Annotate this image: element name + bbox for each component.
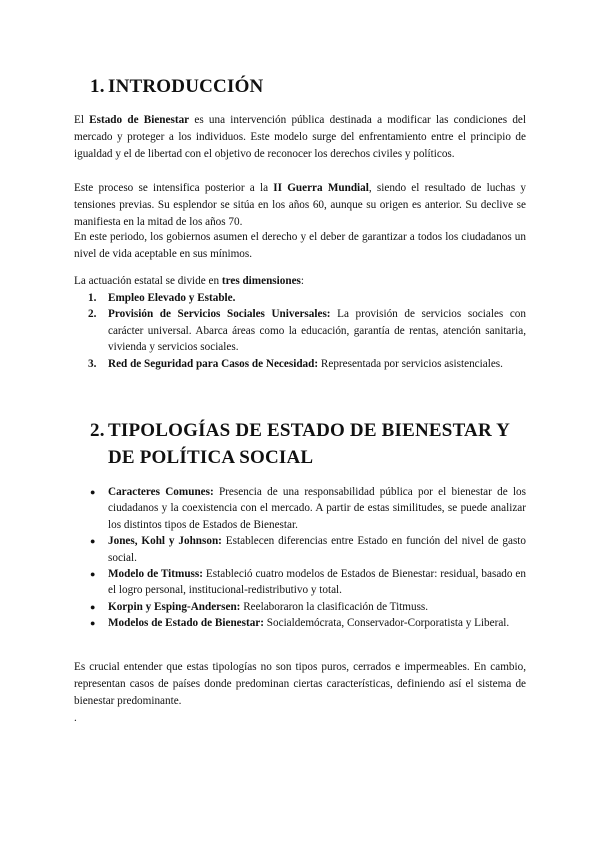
- intro-paragraph-4: [74, 273, 526, 290]
- bold-term: Modelos de Estado de Bienestar:: [108, 617, 264, 630]
- text-run: La provisión de servicios sociales con carácter universal. Abarca áreas como la educación, garantía de rentas, atención sanitaria, vivienda y servicios sociales.: [108, 308, 526, 354]
- bold-term: Empleo Elevado y Estable.: [108, 292, 236, 304]
- bullet-icon: ●: [90, 569, 96, 580]
- section-2-title-line-1: [90, 417, 520, 444]
- bold-term: Korpin y Esping-Andersen:: [108, 600, 241, 613]
- title-text: TIPOLOGÍAS DE ESTADO DE BIENESTAR Y: [108, 420, 511, 441]
- list-item: [74, 290, 526, 306]
- text-run: Representada por servicios asistenciales.: [318, 357, 503, 370]
- bold-term: II Guerra Mundial: [273, 182, 369, 194]
- text-run: Reelaboraron la clasificación de Titmuss.: [240, 600, 429, 613]
- text-run: Establecen diferencias entre Estado en función del nivel de gasto social.: [108, 535, 526, 564]
- bullet-icon: ●: [90, 487, 96, 497]
- text-run: Estableció cuatro modelos de Estados de Bienestar: residual, basado en el logro personal, institucional-redistributivo y total.: [108, 568, 526, 597]
- bold-term: Jones, Kohl y Johnson:: [108, 535, 222, 548]
- bold-term: Red de Seguridad para Casos de Necesidad:: [108, 357, 319, 370]
- bullet-icon: ●: [90, 618, 96, 629]
- text-run: Presencia de una responsabilidad pública por el bienestar de los ciudadanos y la coexistencia con el mercado. A partir de estas similitudes, se puede analizar los distintos tipos de Estados de Bienestar.: [108, 486, 526, 531]
- section-1-title: INTRODUCCIÓN: [108, 76, 264, 97]
- list-item: [74, 566, 526, 599]
- trailing-mark: .: [74, 712, 77, 724]
- list-item: [74, 356, 526, 372]
- bold-term: Estado de Bienestar: [89, 114, 190, 126]
- intro-paragraph-2: [74, 180, 526, 231]
- text-run: :: [300, 275, 305, 287]
- text-run: , siendo el resultado de luchas y tensiones previas. Su esplendor se sitúa en los años 60, aunque su origen es anterior. Su declive se manifiesta en la mitad de los años 70.: [74, 182, 526, 228]
- text-run: La actuación estatal se divide en: [74, 275, 222, 287]
- list-item: [74, 484, 526, 533]
- list-marker: 1.: [88, 292, 97, 304]
- typologies-list: [74, 484, 526, 632]
- intro-paragraph-1: [74, 112, 526, 163]
- section-1-heading: [90, 73, 520, 100]
- text-run: es una intervención pública destinada a modificar las condiciones del mercado y proteger a los individuos. Este modelo surge del enfrentamiento entre el principio de igualdad y el de libertad con el objetivo de reconocer los derechos civiles y políticos.: [74, 114, 526, 160]
- list-marker: 3.: [88, 357, 97, 370]
- list-item: [74, 533, 526, 566]
- section-1-number: 1.: [90, 76, 105, 97]
- list-item: [74, 306, 526, 355]
- text-run: El: [74, 114, 90, 126]
- bold-term: tres dimensiones: [221, 275, 301, 287]
- closing-paragraph: Es crucial entender que estas tipologías no son tipos puros, cerrados e impermeables. En cambio, representan casos de países donde predominan ciertas características, definiendo así el sistema de bienestar predominante.: [74, 661, 526, 707]
- text-run: Socialdemócrata, Conservador-Corporatista y Liberal.: [264, 617, 510, 630]
- bold-term: Provisión de Servicios Sociales Universales:: [108, 308, 331, 321]
- bullet-icon: ●: [90, 536, 96, 547]
- bold-term: Modelo de Titmuss:: [108, 568, 203, 581]
- intro-paragraph-3: En este periodo, los gobiernos asumen el derecho y el deber de garantizar a todos los ciudadanos un nivel de vida aceptable en sus mínimos.: [74, 231, 526, 260]
- section-2-number: 2.: [90, 420, 105, 441]
- bold-term: Caracteres Comunes:: [108, 486, 214, 498]
- dimensions-list: [74, 290, 526, 372]
- list-item: [74, 615, 526, 631]
- section-2-title-line-2: DE POLÍTICA SOCIAL: [108, 447, 314, 468]
- list-item: [74, 599, 526, 615]
- text-run: Este proceso se intensifica posterior a la: [74, 182, 274, 194]
- section-2-heading: [90, 417, 520, 471]
- list-marker: 2.: [88, 308, 97, 321]
- bullet-icon: ●: [90, 601, 96, 612]
